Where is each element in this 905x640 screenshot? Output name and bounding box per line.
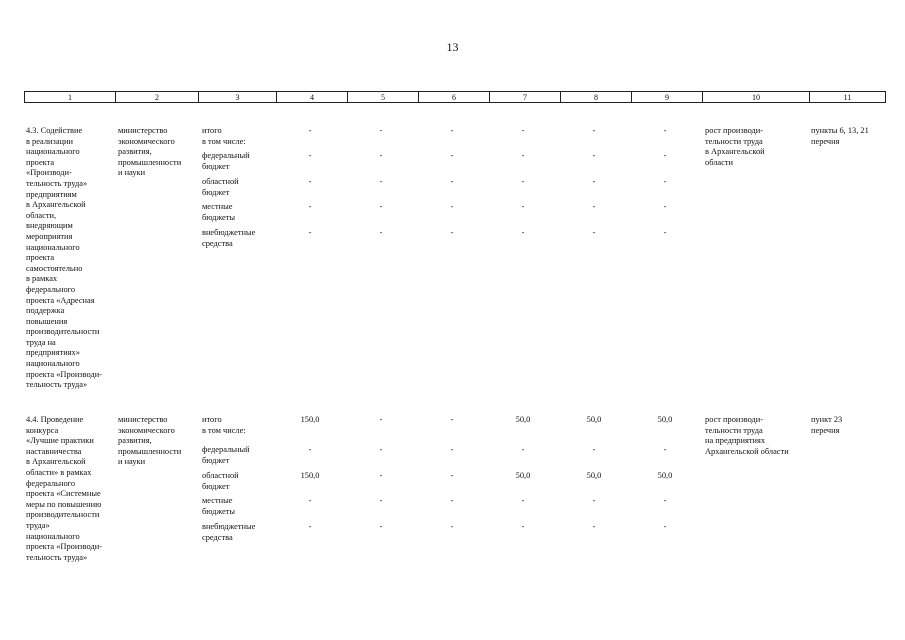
value-cell: 150,0 <box>300 471 320 480</box>
column-number: 10 <box>703 92 810 103</box>
value-cell: - <box>521 522 525 531</box>
measure-name: 4.3. Содействие в реализации национального проекта «Производи- тельность труда» предприятиям в Архангельской области, внедряющим мероприятия национального проекта самостоятельно в рамках федерального проекта «Адресная поддержка повышения производительности труда на предприятиях» национального проекта «Производи- тельность труда» <box>26 126 102 390</box>
executor: министерство экономического развития, промышленности и науки <box>118 126 182 178</box>
column-number: 8 <box>561 92 632 103</box>
expected-result: рост производи- тельности труда на предприятиях Архангельской области <box>705 415 789 456</box>
value-cell: - <box>521 202 525 211</box>
value-cell: 50,0 <box>586 471 602 480</box>
value-cell: - <box>592 522 596 531</box>
value-cell: 50,0 <box>657 415 673 424</box>
value-cell: - <box>308 522 312 531</box>
value-cell: - <box>663 496 667 505</box>
value-cell: 50,0 <box>586 415 602 424</box>
column-number: 3 <box>199 92 277 103</box>
value-cell: - <box>592 202 596 211</box>
value-cell: - <box>450 151 454 160</box>
column-number: 2 <box>116 92 199 103</box>
value-cell: - <box>379 496 383 505</box>
value-cell: - <box>663 177 667 186</box>
value-cell: - <box>379 445 383 454</box>
value-cell: - <box>308 177 312 186</box>
plan-reference: пункт 23 перечня <box>811 415 843 435</box>
value-cell: 50,0 <box>657 471 673 480</box>
value-cell: - <box>308 496 312 505</box>
column-number: 6 <box>419 92 490 103</box>
expected-result: рост производи- тельности труда в Архангельской области <box>705 126 765 167</box>
financing-source: федеральный бюджет <box>202 445 250 465</box>
value-cell: - <box>450 471 454 480</box>
page-number: 13 <box>446 40 459 54</box>
value-cell: - <box>663 522 667 531</box>
value-cell: 50,0 <box>515 471 531 480</box>
financing-source: местные бюджеты <box>202 202 236 222</box>
value-cell: 50,0 <box>515 415 531 424</box>
financing-source: внебюджетные средства <box>202 522 256 542</box>
value-cell: - <box>379 471 383 480</box>
financing-source: федеральный бюджет <box>202 151 250 171</box>
plan-reference: пункты 6, 13, 21 перечня <box>811 126 869 146</box>
value-cell: - <box>450 202 454 211</box>
value-cell: - <box>450 522 454 531</box>
value-cell: - <box>521 496 525 505</box>
value-cell: - <box>592 151 596 160</box>
financing-source: итого в том числе: <box>202 415 246 435</box>
financing-source: внебюджетные средства <box>202 228 256 248</box>
value-cell: - <box>308 445 312 454</box>
value-cell: - <box>308 202 312 211</box>
value-cell: - <box>663 151 667 160</box>
value-cell: - <box>592 177 596 186</box>
column-number: 7 <box>490 92 561 103</box>
value-cell: - <box>379 522 383 531</box>
financing-source: итого в том числе: <box>202 126 246 146</box>
value-cell: - <box>663 228 667 237</box>
value-cell: - <box>379 415 383 424</box>
measure-name: 4.4. Проведение конкурса «Лучшие практики наставничества в Архангельской области» в рамках федерального проекта «Системные меры по повышению производительности труда» национального проекта «Производи- тельность труда» <box>26 415 102 562</box>
value-cell: - <box>379 202 383 211</box>
value-cell: - <box>450 415 454 424</box>
value-cell: - <box>592 445 596 454</box>
value-cell: - <box>379 177 383 186</box>
value-cell: - <box>663 202 667 211</box>
financing-source: областной бюджет <box>202 471 239 491</box>
value-cell: - <box>308 228 312 237</box>
value-cell: - <box>379 151 383 160</box>
value-cell: - <box>592 126 596 135</box>
financing-source: местные бюджеты <box>202 496 236 516</box>
value-cell: 150,0 <box>300 415 320 424</box>
value-cell: - <box>379 228 383 237</box>
value-cell: - <box>592 228 596 237</box>
value-cell: - <box>663 445 667 454</box>
column-number: 11 <box>810 92 886 103</box>
value-cell: - <box>308 151 312 160</box>
financing-source: областной бюджет <box>202 177 239 197</box>
column-number: 4 <box>277 92 348 103</box>
value-cell: - <box>450 496 454 505</box>
value-cell: - <box>521 126 525 135</box>
value-cell: - <box>308 126 312 135</box>
column-number: 9 <box>632 92 703 103</box>
column-number: 1 <box>25 92 116 103</box>
value-cell: - <box>521 445 525 454</box>
value-cell: - <box>592 496 596 505</box>
value-cell: - <box>450 126 454 135</box>
value-cell: - <box>521 151 525 160</box>
executor: министерство экономического развития, промышленности и науки <box>118 415 182 467</box>
value-cell: - <box>450 228 454 237</box>
value-cell: - <box>663 126 667 135</box>
value-cell: - <box>521 228 525 237</box>
column-number-header <box>24 91 886 103</box>
value-cell: - <box>450 177 454 186</box>
value-cell: - <box>521 177 525 186</box>
column-number: 5 <box>348 92 419 103</box>
value-cell: - <box>450 445 454 454</box>
value-cell: - <box>379 126 383 135</box>
